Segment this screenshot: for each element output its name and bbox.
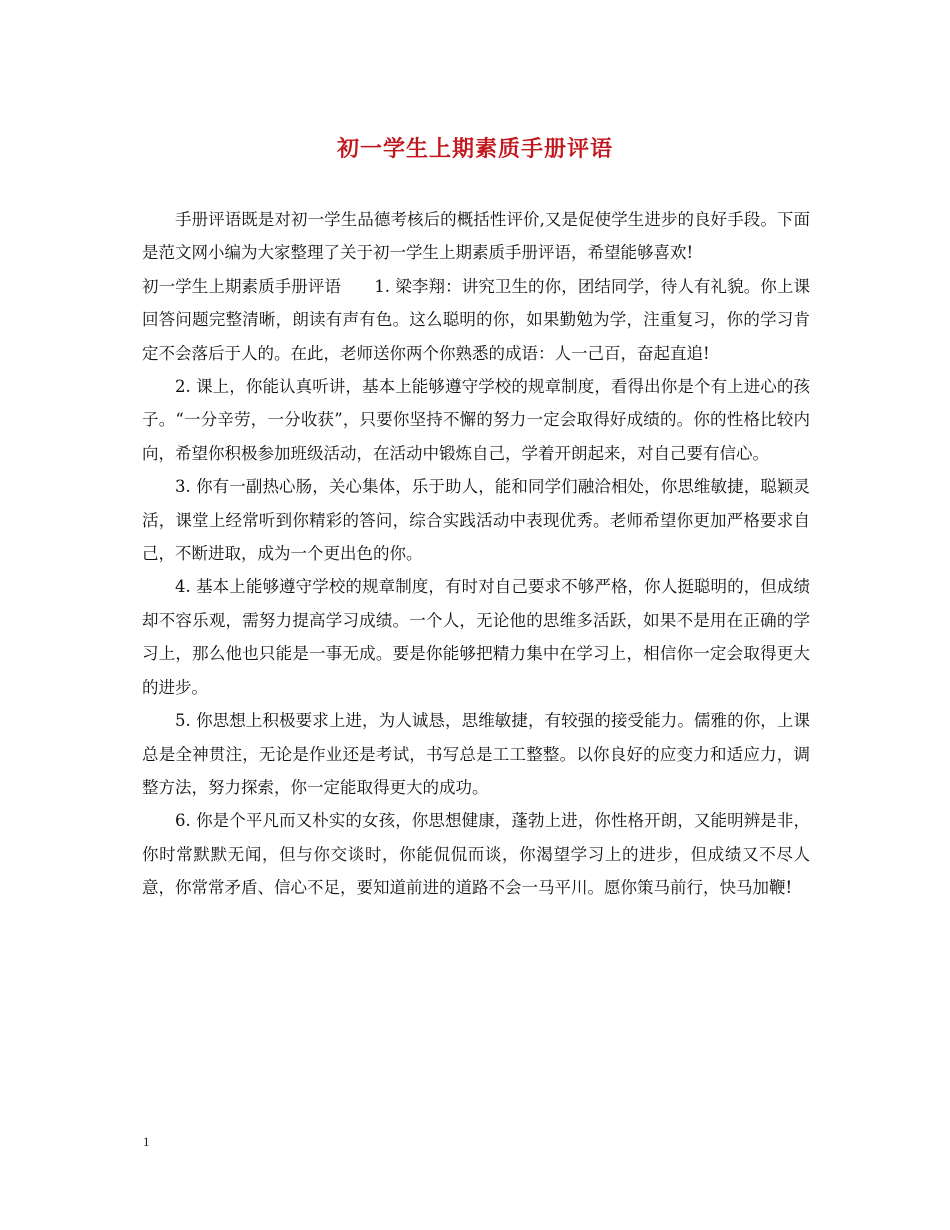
- intro-paragraph: 手册评语既是对初一学生品德考核后的概括性评价,又是促使学生进步的良好手段。下面是范文网小编为大家整理了关于初一学生上期素质手册评语，希望能够喜欢!: [142, 210, 810, 263]
- comment-paragraph-4: 4. 基本上能够遵守学校的规章制度，有时对自己要求不够严格，你人挺聪明的，但成绩却不容乐观，需努力提高学习成绩。一个人，无论他的思维多活跃，如果不是用在正确的学习上，那么他也只能是一事无成。要是你能够把精力集中在学习上，相信你一定会取得更大的进步。: [142, 577, 810, 697]
- comment-paragraph-6: 6. 你是个平凡而又朴实的女孩，你思想健康，蓬勃上进，你性格开朗，又能明辨是非，你时常默默无闻，但与你交谈时，你能侃侃而谈，你渴望学习上的进步，但成绩又不尽人意，你常常矛盾、信心不足，要知道前进的道路不会一马平川。愿你策马前行，快马加鞭!: [142, 811, 810, 898]
- comment-paragraph-2: 2. 课上，你能认真听讲，基本上能够遵守学校的规章制度，看得出你是个有上进心的孩子。“一分辛劳，一分收获”，只要你坚持不懈的努力一定会取得好成绩的。你的性格比较内向，希望你积极参加班级活动，在活动中锻炼自己，学着开朗起来，对自己要有信心。: [142, 377, 810, 463]
- page-number: 1: [143, 1134, 150, 1149]
- first-comment-paragraph: 初一学生上期素质手册评语 1. 梁李翔：讲究卫生的你，团结同学，待人有礼貌。你上课回答问题完整清晰，朗读有声有色。这么聪明的你，如果勤勉为学，注重复习，你的学习肯定不会落后于人的。在此，老师送你两个你熟悉的成语：人一己百，奋起直追!: [142, 276, 810, 363]
- comment-paragraph-3: 3. 你有一副热心肠，关心集体，乐于助人，能和同学们融洽相处，你思维敏捷，聪颖灵活，课堂上经常听到你精彩的答问，综合实践活动中表现优秀。老师希望你更加严格要求自己，不断进取，成为一个更出色的你。: [142, 477, 810, 564]
- document-body: [142, 203, 810, 905]
- document-title: 初一学生上期素质手册评语: [336, 136, 613, 162]
- comment-paragraph-5: 5. 你思想上积极要求上进，为人诚恳，思维敏捷，有较强的接受能力。儒雅的你，上课总是全神贯注，无论是作业还是考试，书写总是工工整整。以你良好的应变力和适应力，调整方法，努力探索，你一定能取得更大的成功。: [142, 711, 810, 797]
